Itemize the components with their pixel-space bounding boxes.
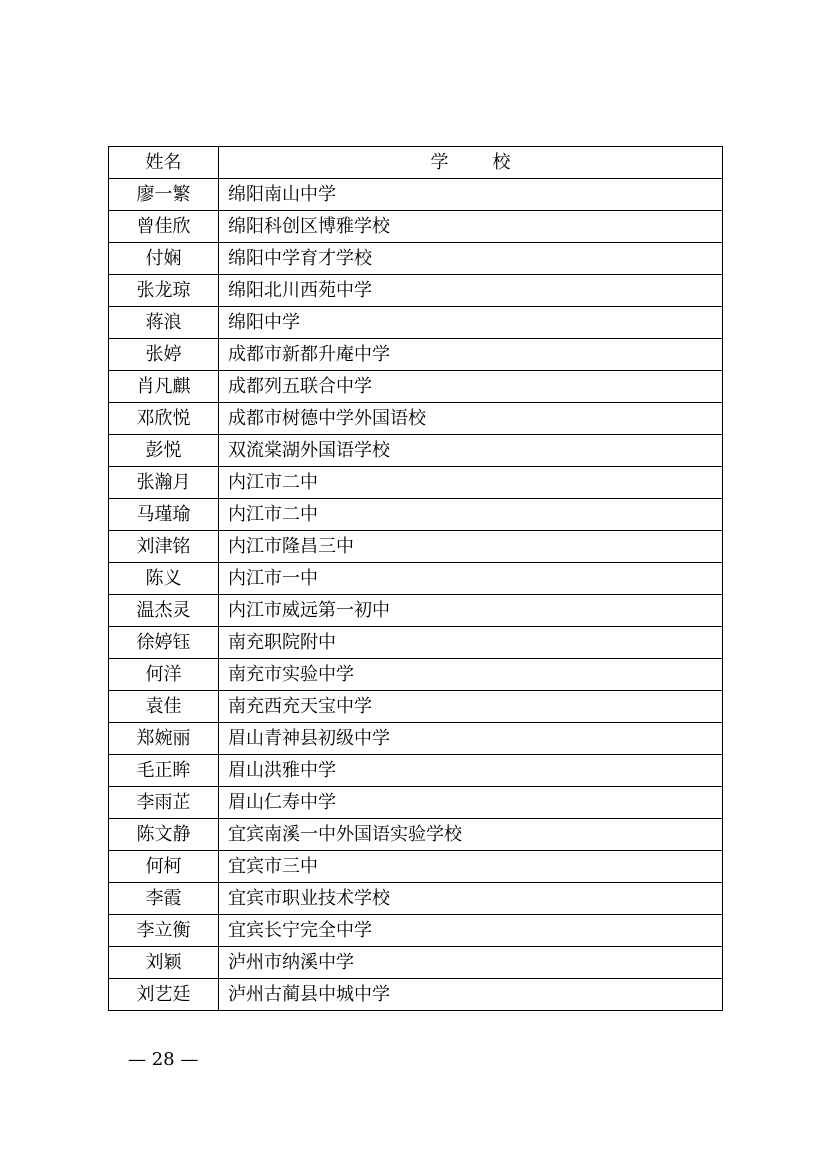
table-row [109,371,723,403]
school-name-cell: 眉山仁寿中学 [219,787,723,819]
student-name-cell: 马瑾瑜 [109,499,219,531]
page-number: — 28 — [128,1049,199,1070]
table-row [109,787,723,819]
school-name-cell: 成都市树德中学外国语校 [219,403,723,435]
student-name-cell: 郑婉丽 [109,723,219,755]
table-row [109,435,723,467]
table-row [109,659,723,691]
table-row [109,211,723,243]
school-name-cell: 宜宾南溪一中外国语实验学校 [219,819,723,851]
school-name-cell: 眉山青神县初级中学 [219,723,723,755]
student-name-cell: 廖一繁 [109,179,219,211]
school-name-cell: 绵阳北川西苑中学 [219,275,723,307]
school-name-cell: 泸州古蔺县中城中学 [219,979,723,1011]
student-name-cell: 李雨芷 [109,787,219,819]
school-name-cell: 宜宾市职业技术学校 [219,883,723,915]
school-name-cell: 内江市一中 [219,563,723,595]
table-row [109,531,723,563]
student-name-cell: 刘津铭 [109,531,219,563]
table-row [109,851,723,883]
student-name-cell: 肖凡麒 [109,371,219,403]
school-name-cell: 内江市威远第一初中 [219,595,723,627]
table-row [109,563,723,595]
school-name-cell: 南充西充天宝中学 [219,691,723,723]
school-name-cell: 双流棠湖外国语学校 [219,435,723,467]
student-name-cell: 付娴 [109,243,219,275]
school-name-cell: 成都市新都升庵中学 [219,339,723,371]
table-row [109,467,723,499]
table-row [109,723,723,755]
table-row [109,243,723,275]
header-row [109,147,723,179]
table-row [109,819,723,851]
student-name-cell: 曾佳欣 [109,211,219,243]
table-row [109,403,723,435]
student-name-cell: 刘艺廷 [109,979,219,1011]
school-name-cell: 内江市二中 [219,499,723,531]
student-name-cell: 李霞 [109,883,219,915]
student-name-cell: 徐婷钰 [109,627,219,659]
table-row [109,755,723,787]
school-name-cell: 南充职院附中 [219,627,723,659]
table-row [109,275,723,307]
student-name-cell: 何柯 [109,851,219,883]
student-name-cell: 陈义 [109,563,219,595]
student-name-cell: 张龙琼 [109,275,219,307]
student-name-cell: 张婷 [109,339,219,371]
table-row [109,595,723,627]
school-name-cell: 宜宾市三中 [219,851,723,883]
student-name-cell: 张瀚月 [109,467,219,499]
school-name-cell: 成都列五联合中学 [219,371,723,403]
student-name-cell: 刘颖 [109,947,219,979]
school-name-cell: 绵阳中学育才学校 [219,243,723,275]
student-name-cell: 彭悦 [109,435,219,467]
table-row [109,979,723,1011]
table-row [109,499,723,531]
student-school-table [108,146,723,1011]
table-row [109,883,723,915]
student-name-cell: 陈文静 [109,819,219,851]
student-name-cell: 袁佳 [109,691,219,723]
student-name-cell: 李立衡 [109,915,219,947]
student-name-cell: 温杰灵 [109,595,219,627]
school-name-cell: 绵阳科创区博雅学校 [219,211,723,243]
table-row [109,339,723,371]
student-name-cell: 蒋浪 [109,307,219,339]
school-name-cell: 内江市隆昌三中 [219,531,723,563]
school-name-cell: 泸州市纳溪中学 [219,947,723,979]
school-name-cell: 绵阳南山中学 [219,179,723,211]
table-row [109,179,723,211]
table-row [109,691,723,723]
table-row [109,627,723,659]
header-name: 姓名 [109,147,219,179]
table-row [109,307,723,339]
school-name-cell: 内江市二中 [219,467,723,499]
school-name-cell: 眉山洪雅中学 [219,755,723,787]
table-row [109,947,723,979]
table-header [109,147,723,179]
student-name-cell: 毛正眸 [109,755,219,787]
student-name-cell: 何洋 [109,659,219,691]
student-name-cell: 邓欣悦 [109,403,219,435]
header-school: 学校 [219,147,723,179]
table-body [109,179,723,1011]
school-name-cell: 宜宾长宁完全中学 [219,915,723,947]
school-name-cell: 绵阳中学 [219,307,723,339]
table-row [109,915,723,947]
school-name-cell: 南充市实验中学 [219,659,723,691]
